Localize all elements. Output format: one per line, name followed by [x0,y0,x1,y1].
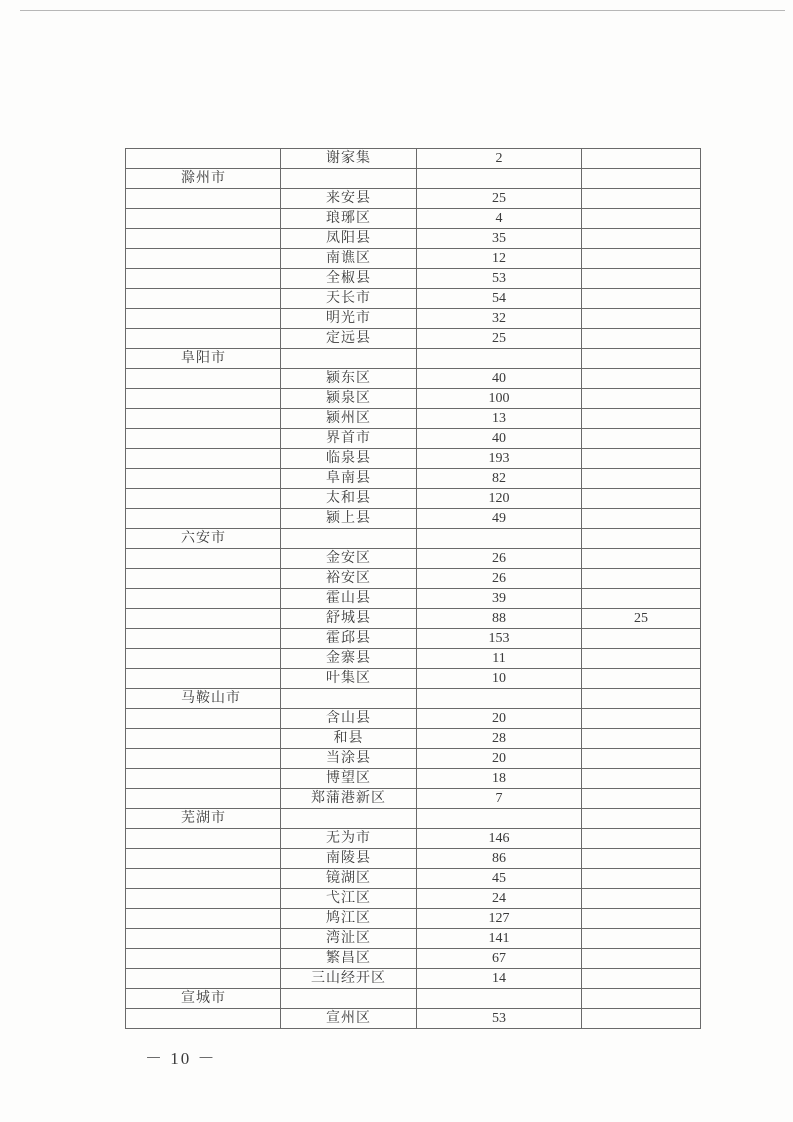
city-cell [126,449,281,469]
count-cell: 26 [417,549,582,569]
extra-cell [582,809,701,829]
table-row [126,749,701,769]
city-cell: 芜湖市 [126,809,281,829]
city-cell: 马鞍山市 [126,689,281,709]
count-cell: 53 [417,1009,582,1029]
count-cell: 193 [417,449,582,469]
count-cell: 4 [417,209,582,229]
count-cell: 40 [417,429,582,449]
city-cell [126,149,281,169]
table-body [126,149,701,1029]
count-cell: 40 [417,369,582,389]
extra-cell [582,209,701,229]
extra-cell [582,629,701,649]
extra-cell [582,589,701,609]
table-row [126,909,701,929]
city-cell [126,309,281,329]
extra-cell [582,749,701,769]
extra-cell [582,249,701,269]
table-row [126,409,701,429]
count-cell: 2 [417,149,582,169]
district-cell: 湾沚区 [281,929,417,949]
count-cell: 49 [417,509,582,529]
district-cell: 天长市 [281,289,417,309]
table-row [126,969,701,989]
district-cell: 颍州区 [281,409,417,429]
table-row [126,709,701,729]
table-row [126,669,701,689]
district-cell: 含山县 [281,709,417,729]
city-cell [126,769,281,789]
table-row [126,889,701,909]
district-cell: 凤阳县 [281,229,417,249]
extra-cell [582,649,701,669]
city-header-row [126,809,701,829]
city-cell [126,709,281,729]
count-cell: 86 [417,849,582,869]
extra-cell [582,149,701,169]
count-cell: 153 [417,629,582,649]
district-cell [281,689,417,709]
district-cell: 金寨县 [281,649,417,669]
district-cell [281,989,417,1009]
count-cell [417,809,582,829]
extra-cell [582,1009,701,1029]
extra-cell [582,669,701,689]
table-row [126,469,701,489]
city-cell [126,669,281,689]
extra-cell [582,349,701,369]
city-cell [126,489,281,509]
extra-cell [582,789,701,809]
district-cell: 霍山县 [281,589,417,609]
city-header-row [126,529,701,549]
count-cell: 24 [417,889,582,909]
district-cell: 全椒县 [281,269,417,289]
district-cell: 太和县 [281,489,417,509]
count-cell: 100 [417,389,582,409]
extra-cell [582,929,701,949]
district-cell [281,529,417,549]
extra-cell [582,769,701,789]
count-cell: 141 [417,929,582,949]
district-cell: 叶集区 [281,669,417,689]
table-row [126,949,701,969]
district-cell [281,349,417,369]
district-cell: 鸠江区 [281,909,417,929]
extra-cell [582,309,701,329]
district-cell: 当涂县 [281,749,417,769]
extra-cell [582,709,701,729]
city-cell [126,249,281,269]
city-cell: 阜阳市 [126,349,281,369]
count-cell: 120 [417,489,582,509]
district-cell: 界首市 [281,429,417,449]
count-cell [417,989,582,1009]
extra-cell [582,469,701,489]
count-cell: 12 [417,249,582,269]
count-cell: 146 [417,829,582,849]
count-cell: 32 [417,309,582,329]
table-row [126,609,701,629]
district-cell: 郑蒲港新区 [281,789,417,809]
district-cell: 繁昌区 [281,949,417,969]
table-row [126,509,701,529]
district-cell [281,809,417,829]
table-row [126,229,701,249]
city-cell [126,389,281,409]
extra-cell [582,489,701,509]
district-cell: 临泉县 [281,449,417,469]
page-number: － 10 － [145,1049,217,1068]
district-cell: 琅琊区 [281,209,417,229]
extra-cell [582,569,701,589]
table-row [126,369,701,389]
city-cell [126,289,281,309]
city-cell [126,469,281,489]
table-row [126,309,701,329]
count-cell: 18 [417,769,582,789]
city-cell: 宣城市 [126,989,281,1009]
city-cell [126,409,281,429]
table-row [126,1009,701,1029]
city-cell [126,589,281,609]
table-row [126,849,701,869]
district-cell: 金安区 [281,549,417,569]
table-row [126,769,701,789]
allocation-table [125,148,701,1029]
count-cell: 39 [417,589,582,609]
district-cell: 镜湖区 [281,869,417,889]
count-cell: 67 [417,949,582,969]
count-cell: 88 [417,609,582,629]
extra-cell [582,389,701,409]
city-cell [126,269,281,289]
city-cell [126,189,281,209]
city-cell [126,789,281,809]
district-cell: 颍东区 [281,369,417,389]
city-cell [126,729,281,749]
district-cell: 阜南县 [281,469,417,489]
city-cell [126,549,281,569]
city-cell [126,649,281,669]
district-cell: 颍上县 [281,509,417,529]
page-top-rule [20,10,785,11]
district-cell: 和县 [281,729,417,749]
table-row [126,929,701,949]
city-cell [126,869,281,889]
district-cell: 宣州区 [281,1009,417,1029]
count-cell: 26 [417,569,582,589]
count-cell: 13 [417,409,582,429]
city-cell [126,569,281,589]
extra-cell [582,949,701,969]
table-row [126,189,701,209]
count-cell: 7 [417,789,582,809]
city-cell [126,609,281,629]
extra-cell [582,889,701,909]
extra-cell [582,229,701,249]
extra-cell [582,409,701,429]
count-cell [417,169,582,189]
extra-cell [582,529,701,549]
extra-cell [582,869,701,889]
district-cell: 颍泉区 [281,389,417,409]
extra-cell [582,549,701,569]
count-cell: 127 [417,909,582,929]
table-row [126,289,701,309]
extra-cell: 25 [582,609,701,629]
extra-cell [582,689,701,709]
table-row [126,629,701,649]
table-row [126,589,701,609]
city-cell [126,229,281,249]
city-cell [126,429,281,449]
city-header-row [126,989,701,1009]
city-cell [126,949,281,969]
extra-cell [582,909,701,929]
extra-cell [582,829,701,849]
city-cell: 六安市 [126,529,281,549]
table-row [126,209,701,229]
district-cell: 三山经开区 [281,969,417,989]
extra-cell [582,449,701,469]
district-cell: 弋江区 [281,889,417,909]
table-row [126,829,701,849]
table-row [126,789,701,809]
extra-cell [582,329,701,349]
city-cell [126,889,281,909]
extra-cell [582,429,701,449]
extra-cell [582,289,701,309]
city-header-row [126,689,701,709]
table-row [126,249,701,269]
city-header-row [126,169,701,189]
district-cell: 无为市 [281,829,417,849]
count-cell: 20 [417,749,582,769]
district-cell: 博望区 [281,769,417,789]
count-cell [417,689,582,709]
city-cell [126,929,281,949]
count-cell: 45 [417,869,582,889]
extra-cell [582,189,701,209]
city-cell [126,749,281,769]
count-cell [417,529,582,549]
district-cell [281,169,417,189]
city-cell [126,909,281,929]
table-row [126,569,701,589]
extra-cell [582,509,701,529]
district-cell: 霍邱县 [281,629,417,649]
table-row [126,269,701,289]
city-cell: 滁州市 [126,169,281,189]
district-cell: 定远县 [281,329,417,349]
table-row [126,869,701,889]
count-cell: 53 [417,269,582,289]
count-cell: 20 [417,709,582,729]
city-header-row [126,349,701,369]
count-cell: 28 [417,729,582,749]
table-row [126,429,701,449]
extra-cell [582,849,701,869]
district-cell: 谢家集 [281,149,417,169]
count-cell: 54 [417,289,582,309]
table-row [126,389,701,409]
table-row [126,489,701,509]
count-cell: 11 [417,649,582,669]
extra-cell [582,729,701,749]
district-cell: 来安县 [281,189,417,209]
count-cell: 82 [417,469,582,489]
table-row [126,149,701,169]
count-cell: 25 [417,189,582,209]
count-cell: 10 [417,669,582,689]
table-row [126,649,701,669]
district-cell: 明光市 [281,309,417,329]
district-cell: 南陵县 [281,849,417,869]
extra-cell [582,989,701,1009]
city-cell [126,329,281,349]
table-row [126,549,701,569]
city-cell [126,1009,281,1029]
city-cell [126,629,281,649]
extra-cell [582,369,701,389]
district-cell: 南谯区 [281,249,417,269]
count-cell: 25 [417,329,582,349]
count-cell: 14 [417,969,582,989]
table-row [126,729,701,749]
city-cell [126,829,281,849]
table-row [126,449,701,469]
district-cell: 裕安区 [281,569,417,589]
extra-cell [582,969,701,989]
district-cell: 舒城县 [281,609,417,629]
city-cell [126,849,281,869]
extra-cell [582,269,701,289]
city-cell [126,209,281,229]
count-cell [417,349,582,369]
table-row [126,329,701,349]
city-cell [126,969,281,989]
count-cell: 35 [417,229,582,249]
city-cell [126,369,281,389]
city-cell [126,509,281,529]
extra-cell [582,169,701,189]
